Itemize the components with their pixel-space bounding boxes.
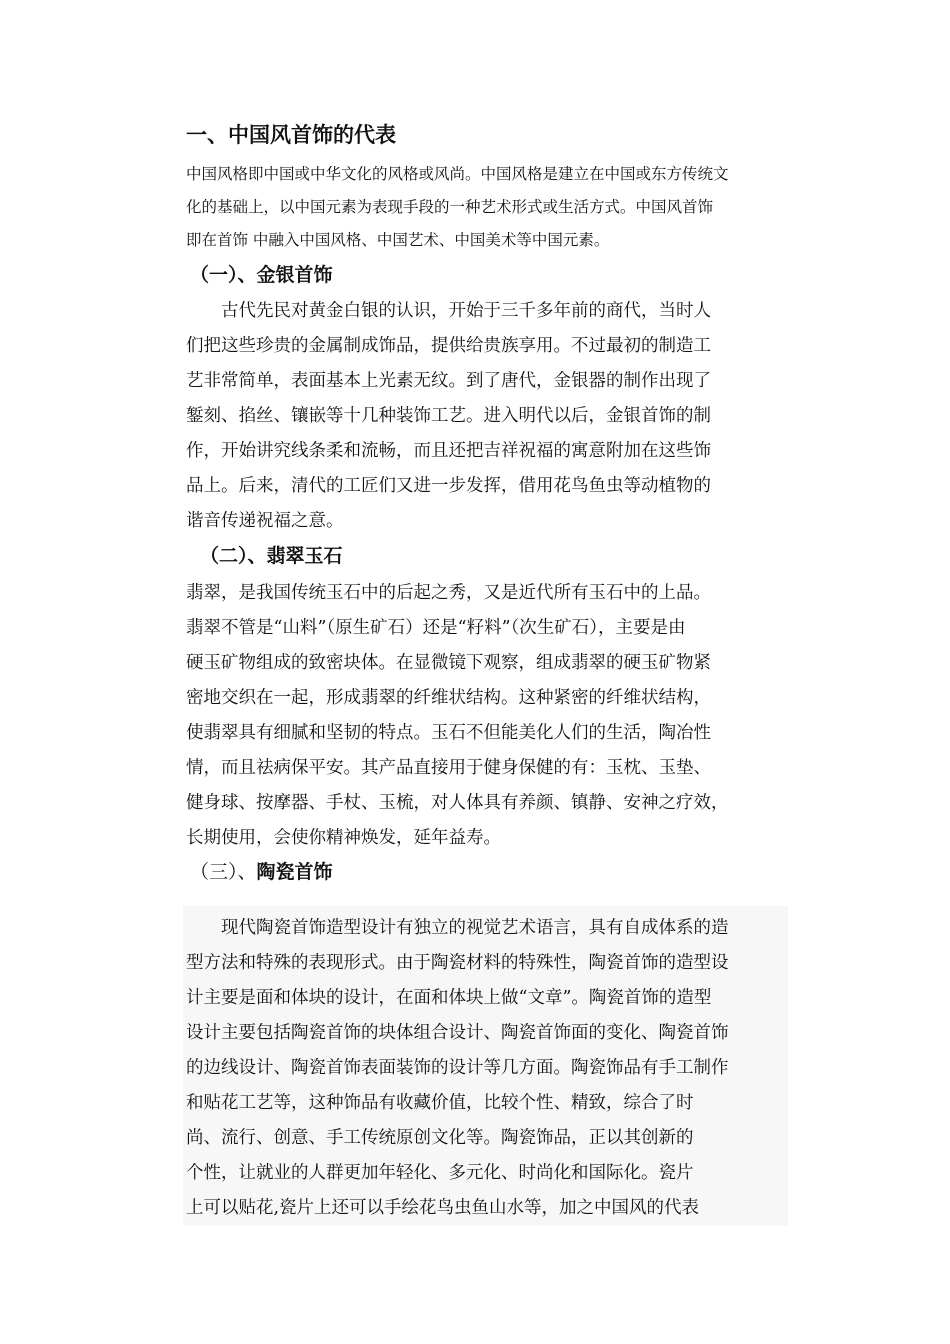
paragraph-line: 品上。后来，清代的工匠们又进一步发挥，借用花鸟鱼虫等动植物的	[186, 476, 711, 496]
ceramic-paragraph	[186, 911, 786, 1226]
paragraph-line: 艺非常简单，表面基本上光素无纹。到了唐代，金银器的制作出现了	[186, 371, 711, 391]
paragraph-line: 谐音传递祝福之意。	[186, 511, 344, 531]
paragraph-line: 中国风格即中国或中华文化的风格或风尚。中国风格是建立在中国或东方传统文	[186, 165, 729, 183]
paragraph-line: 即在首饰 中融入中国风格、中国艺术、中国美术等中国元素。	[186, 231, 610, 249]
paragraph-line: 个性，让就业的人群更加年轻化、多元化、时尚化和国际化。瓷片	[186, 1163, 694, 1183]
paragraph-line: 型方法和特殊的表现形式。由于陶瓷材料的特殊性，陶瓷首饰的造型设	[186, 953, 729, 973]
paragraph-line: 和贴花工艺等，这种饰品有收藏价值，比较个性、精致，综合了时	[186, 1093, 694, 1113]
gold-silver-paragraph	[186, 294, 786, 539]
paragraph-line: 设计主要包括陶瓷首饰的块体组合设计、陶瓷首饰面的变化、陶瓷首饰	[186, 1023, 729, 1043]
paragraph-line: 的边线设计、陶瓷首饰表面装饰的设计等几方面。陶瓷饰品有手工制作	[186, 1058, 729, 1078]
section-heading-chinese-style: 一、中国风首饰的代表	[186, 123, 396, 147]
subheading-ceramic-prefix: （三）、	[190, 861, 257, 883]
paragraph-line: 錾刻、掐丝、镶嵌等十几种装饰工艺。进入明代以后，金银首饰的制	[186, 406, 711, 426]
paragraph-line: 现代陶瓷首饰造型设计有独立的视觉艺术语言，具有自成体系的造	[186, 918, 729, 938]
paragraph-line: 计主要是面和体块的设计，在面和体块上做“文章”。陶瓷首饰的造型	[186, 988, 712, 1008]
paragraph-line: 长期使用，会使你精神焕发，延年益寿。	[186, 828, 501, 848]
subheading-ceramic	[190, 858, 333, 886]
paragraph-line: 上可以贴花,瓷片上还可以手绘花鸟虫鱼山水等，加之中国风的代表	[186, 1198, 700, 1218]
paragraph-line: 化的基础上，以中国元素为表现手段的一种艺术形式或生活方式。中国风首饰	[186, 198, 714, 216]
paragraph-line: 密地交织在一起，形成翡翠的纤维状结构。这种紧密的纤维状结构，	[186, 688, 711, 708]
subheading-ceramic-main: 陶瓷首饰	[256, 861, 333, 883]
paragraph-line: 翡翠不管是“山料”（原生矿石）还是“籽料”（次生矿石），主要是由	[186, 618, 686, 638]
paragraph-line: 健身球、按摩器、手杖、玉梳，对人体具有养颜、镇静、安神之疗效，	[186, 793, 729, 813]
paragraph-line: 们把这些珍贵的金属制成饰品，提供给贵族享用。不过最初的制造工	[186, 336, 711, 356]
paragraph-line: 尚、流行、创意、手工传统原创文化等。陶瓷饰品，正以其创新的	[186, 1128, 694, 1148]
paragraph-line: 情，而且祛病保平安。其产品直接用于健身保健的有：玉枕、玉垫、	[186, 758, 711, 778]
paragraph-line: 作，开始讲究线条柔和流畅，而且还把吉祥祝福的寓意附加在这些饰	[186, 441, 711, 461]
paragraph-line: 硬玉矿物组成的致密块体。在显微镜下观察，组成翡翠的硬玉矿物紧	[186, 653, 711, 673]
subheading-jade: （二）、翡翠玉石	[200, 545, 343, 567]
jade-paragraph	[186, 576, 786, 856]
subheading-gold-silver: （一）、金银首饰	[190, 264, 333, 286]
paragraph-line: 古代先民对黄金白银的认识，开始于三千多年前的商代，当时人	[186, 301, 711, 321]
paragraph-line: 翡翠，是我国传统玉石中的后起之秀，又是近代所有玉石中的上品。	[186, 583, 711, 603]
paragraph-line: 使翡翠具有细腻和坚韧的特点。玉石不但能美化人们的生活，陶冶性	[186, 723, 711, 743]
intro-paragraph	[186, 158, 786, 257]
